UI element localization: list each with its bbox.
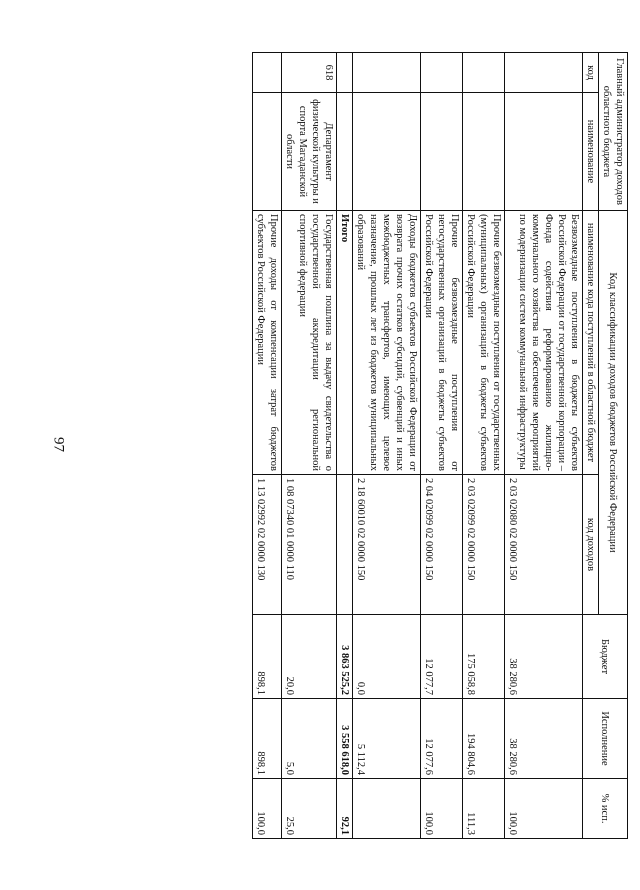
row-admin-code [353,53,421,93]
row-percent: 111,3 [463,779,505,839]
percent-header: % исп. [583,779,628,839]
row-admin-name [421,93,463,211]
table-row [421,53,463,839]
row-admin-name [353,93,421,211]
row-income-code: 2 03 02080 02 0000 150 [505,475,583,615]
row-budget: 12 077,7 [421,615,463,699]
table-row [353,53,421,839]
row-income-name: Безвозмездные поступления в бюджеты субъектов Российской Федерации от государственной корпорации – Фонда содействия реформированию жилищно-коммунального хозяйства на обеспечение мероприятий по модернизации систем коммунальной инфраструктуры [505,211,583,475]
row-admin-code [463,53,505,93]
row-execution: 12 077,6 [421,699,463,779]
income-code-header: код доходов [583,475,599,615]
row-income-code: 1 08 07340 01 0000 110 [282,475,337,615]
table-row [505,53,583,839]
classification-group-header: Код классификации доходов бюджетов Российской Федерации [599,211,628,615]
row-percent: 100,0 [253,779,282,839]
row-admin-code [337,53,353,93]
row-percent: 25,0 [282,779,337,839]
revenue-table [252,52,628,839]
row-execution: 38 280,6 [505,699,583,779]
row-percent: 92,1 [337,779,353,839]
row-budget: 0,0 [353,615,421,699]
admin-group-header: Главный администратор доходов областного бюджета [599,53,628,211]
row-admin-name [505,93,583,211]
row-budget: 898,1 [253,615,282,699]
rotated-table-container [95,52,628,838]
admin-name-header: наименование [583,93,599,211]
row-admin-name [337,93,353,211]
row-income-name: Прочие безвозмездные поступления от государственных (муниципальных) организаций в бюджеты субъектов Российской Федерации [463,211,505,475]
row-percent [353,779,421,839]
row-budget: 20,0 [282,615,337,699]
row-income-code: 2 03 02099 02 0000 150 [463,475,505,615]
admin-code-header: код [583,53,599,93]
row-income-name: Доходы бюджетов субъектов Российской Федерации от возврата прочих остатков субсидий, субвенций и иных межбюджетных трансфертов, имеющих целевое назначение, прошлых лет из бюджетов муниципальных образований [353,211,421,475]
row-admin-code [253,53,282,93]
row-budget: 38 280,6 [505,615,583,699]
row-percent: 100,0 [421,779,463,839]
row-income-code [337,475,353,615]
row-execution: 5,0 [282,699,337,779]
row-execution: 5 112,4 [353,699,421,779]
row-income-name: Государственная пошлина за выдачу свидетельства о государственной аккредитации региональной спортивной федерации [282,211,337,475]
row-admin-code: 618 [282,53,337,93]
header-row-1 [599,53,628,839]
table-row [337,53,353,839]
row-admin-name: Департамент физической культуры и спорта Магаданской области [282,93,337,211]
table-row [253,53,282,839]
row-income-code: 1 13 02992 02 0000 130 [253,475,282,615]
row-income-code: 2 04 02099 02 0000 150 [421,475,463,615]
table-body [253,53,583,839]
row-admin-code [505,53,583,93]
row-admin-name [463,93,505,211]
page-number: 97 [50,437,67,452]
income-name-header: наименование кода поступлений в областной бюджет [583,211,599,475]
row-execution: 898,1 [253,699,282,779]
table-row [282,53,337,839]
row-income-name: Итого [337,211,353,475]
row-income-name: Прочие доходы от компенсации затрат бюджетов субъектов Российской Федерации [253,211,282,475]
budget-header: Бюджет [583,615,628,699]
row-execution: 3 558 618,0 [337,699,353,779]
execution-header: Исполнение [583,699,628,779]
row-budget: 3 863 525,2 [337,615,353,699]
row-percent: 100,0 [505,779,583,839]
row-execution: 194 804,6 [463,699,505,779]
table-row [463,53,505,839]
row-admin-name [253,93,282,211]
row-income-code: 2 18 60010 02 0000 150 [353,475,421,615]
row-budget: 175 058,8 [463,615,505,699]
row-admin-code [421,53,463,93]
row-income-name: Прочие безвозмездные поступления от негосударственных организаций в бюджеты субъектов Российской Федерации [421,211,463,475]
